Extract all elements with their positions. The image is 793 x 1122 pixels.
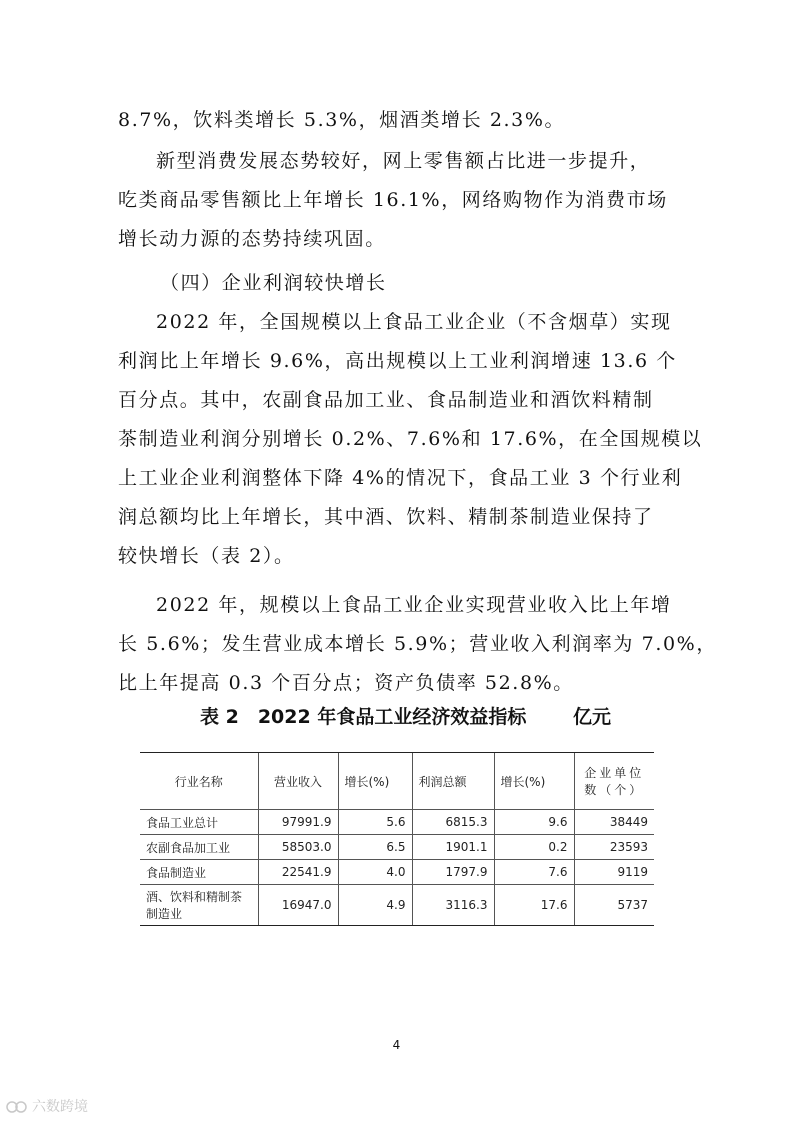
text-line: 增长动力源的态势持续巩固。 [118,228,386,250]
text-line: 长 5.6%；发生营业成本增长 5.9%；营业收入利润率为 7.0%， [118,633,717,655]
table-cell: 38449 [574,810,654,835]
table-cell: 16947.0 [258,885,338,926]
table-cell: 58503.0 [258,835,338,860]
column-header: 利润总额 [412,753,494,810]
watermark [6,1096,88,1116]
text-line: 百分点。其中，农副食品加工业、食品制造业和酒饮料精制 [118,389,654,411]
column-header: 增长(%) [494,753,574,810]
table-cell: 22541.9 [258,860,338,885]
table-cell: 9.6 [494,810,574,835]
paragraph-2-cont [118,181,683,259]
table-cell: 1797.9 [412,860,494,885]
table-cell: 3116.3 [412,885,494,926]
table-cell: 9119 [574,860,654,885]
column-header: 增长(%) [338,753,412,810]
paragraph-2 [118,142,683,181]
table-cell: 4.0 [338,860,412,885]
paragraph-3-cont [118,342,703,576]
table-row [140,860,654,885]
page-number: 4 [392,1038,401,1052]
table-row [140,810,654,835]
table-cell: 食品工业总计 [140,810,258,835]
column-header: 营业收入 [258,753,338,810]
text-line: 2022 年，规模以上食品工业企业实现营业收入比上年增 [156,594,672,616]
paragraph-4 [118,586,683,625]
table-title-text: 表 2 2022 年食品工业经济效益指标 [200,706,527,728]
text-line: 新型消费发展态势较好，网上零售额占比进一步提升， [156,150,651,172]
text-line: 茶制造业利润分别增长 0.2%、7.6%和 17.6%，在全国规模以 [118,428,703,450]
table-cell: 食品制造业 [140,860,258,885]
table-row [140,885,654,926]
table-title [200,702,611,729]
table-header-row [140,753,654,810]
table-cell: 1901.1 [412,835,494,860]
table-cell: 17.6 [494,885,574,926]
data-table [140,752,654,926]
table-unit: 亿元 [572,706,611,728]
table-cell: 6.5 [338,835,412,860]
section-heading: （四）企业利润较快增长 [160,272,387,294]
table-cell: 97991.9 [258,810,338,835]
text-line: 吃类商品零售额比上年增长 16.1%，网络购物作为消费市场 [118,189,668,211]
table-cell: 5.6 [338,810,412,835]
table-cell: 7.6 [494,860,574,885]
watermark-text: 六数跨境 [32,1099,88,1115]
table-cell: 4.9 [338,885,412,926]
table-cell: 5737 [574,885,654,926]
paragraph-1 [118,101,683,140]
paragraph-3 [118,303,683,342]
text-line: 较快增长（表 2）。 [118,545,295,567]
text-line: 2022 年，全国规模以上食品工业企业（不含烟草）实现 [156,311,672,333]
text-line: 上工业企业利润整体下降 4%的情况下，食品工业 3 个行业利 [118,467,683,489]
text-line: 比上年提高 0.3 个百分点；资产负债率 52.8%。 [118,672,574,694]
text-line: 润总额均比上年增长，其中酒、饮料、精制茶制造业保持了 [118,506,654,528]
table-cell: 0.2 [494,835,574,860]
paragraph-4-cont [118,625,717,703]
table-cell: 酒、饮料和精制茶制造业 [140,885,258,926]
watermark-logo-icon [6,1099,28,1115]
table-row [140,835,654,860]
text-line: 8.7%，饮料类增长 5.3%，烟酒类增长 2.3%。 [118,109,566,131]
table-cell: 23593 [574,835,654,860]
text-line: 利润比上年增长 9.6%，高出规模以上工业利润增速 13.6 个 [118,350,677,372]
column-header: 企业单位数（个） [574,753,654,810]
column-header: 行业名称 [140,753,258,810]
table-cell: 6815.3 [412,810,494,835]
table-cell: 农副食品加工业 [140,835,258,860]
